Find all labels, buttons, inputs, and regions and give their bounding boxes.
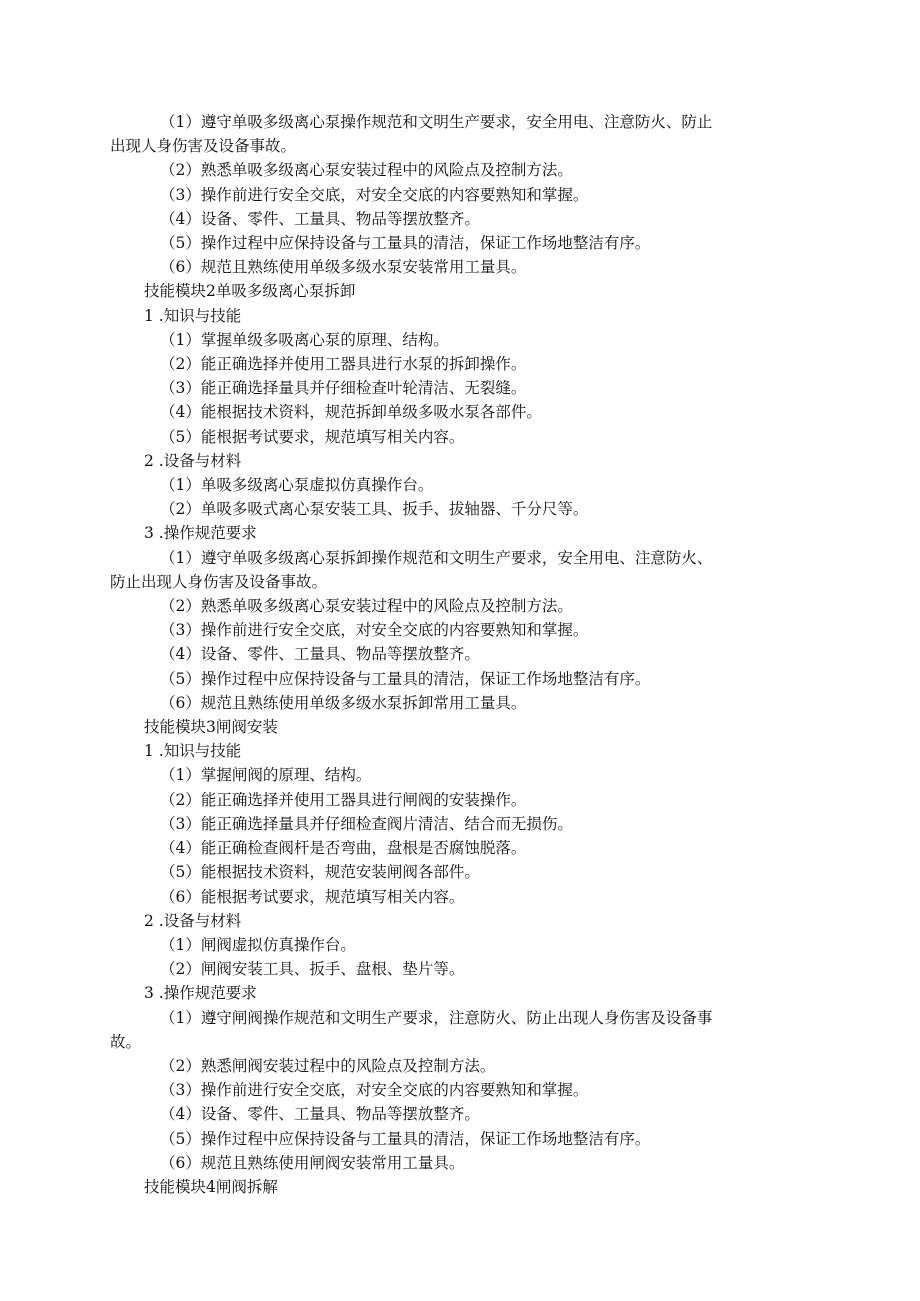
text-line: 3 .操作规范要求 bbox=[144, 524, 257, 543]
document-body bbox=[110, 110, 815, 1199]
text-line: （3）操作前进行安全交底，对安全交底的内容要熟知和掌握。 bbox=[160, 185, 589, 204]
text-line: （2）熟悉闸阀安装过程中的风险点及控制方法。 bbox=[160, 1056, 496, 1075]
text-line: （3）操作前进行安全交底，对安全交底的内容要熟知和掌握。 bbox=[160, 1081, 589, 1100]
text-line: （1）闸阀虚拟仿真操作台。 bbox=[160, 935, 356, 954]
text-line: （2）闸阀安装工具、扳手、盘根、垫片等。 bbox=[160, 960, 465, 979]
text-line: 技能模块2单吸多级离心泵拆卸 bbox=[144, 282, 356, 301]
text-line: （1）遵守闸阀操作规范和文明生产要求，注意防火、防止出现人身伤害及设备事 bbox=[160, 1008, 713, 1027]
text-line: 2 .设备与材料 bbox=[144, 451, 242, 470]
text-line: 出现人身伤害及设备事故。 bbox=[110, 137, 297, 156]
text-line: 2 .设备与材料 bbox=[144, 911, 242, 930]
text-line: （5）能根据考试要求，规范填写相关内容。 bbox=[160, 427, 465, 446]
text-line: （1）掌握闸阀的原理、结构。 bbox=[160, 766, 372, 785]
text-line: 技能模块3闸阀安装 bbox=[144, 718, 278, 737]
text-line: 1 .知识与技能 bbox=[144, 306, 242, 325]
text-line: （4）设备、零件、工量具、物品等摆放整齐。 bbox=[160, 1105, 480, 1124]
text-line: （4）能正确检查阀杆是否弯曲，盘根是否腐蚀脱落。 bbox=[160, 839, 527, 858]
text-line: 技能模块4闸阀拆解 bbox=[144, 1177, 278, 1196]
text-line: 1 .知识与技能 bbox=[144, 742, 242, 761]
text-line: （1）单吸多级离心泵虚拟仿真操作台。 bbox=[160, 476, 434, 495]
text-line: （1）遵守单吸多级离心泵操作规范和文明生产要求，安全用电、注意防火、防止 bbox=[160, 113, 713, 131]
text-line: （2）熟悉单吸多级离心泵安装过程中的风险点及控制方法。 bbox=[160, 161, 573, 180]
text-line: （3）操作前进行安全交底，对安全交底的内容要熟知和掌握。 bbox=[160, 621, 589, 640]
text-line: （2）熟悉单吸多级离心泵安装过程中的风险点及控制方法。 bbox=[160, 597, 573, 616]
text-line: （3）能正确选择量具并仔细检查阀片清洁、结合而无损伤。 bbox=[160, 814, 573, 833]
text-line: （2）单吸多吸式离心泵安装工具、扳手、拔轴器、千分尺等。 bbox=[160, 500, 589, 519]
text-line: （1）遵守单吸多级离心泵拆卸操作规范和文明生产要求，安全用电、注意防火、 bbox=[160, 548, 713, 567]
text-line: （6）规范且熟练使用单级多级水泵拆卸常用工量具。 bbox=[160, 693, 527, 712]
text-line: （1）掌握单级多吸离心泵的原理、结构。 bbox=[160, 330, 449, 349]
text-line: （5）操作过程中应保持设备与工量具的清洁，保证工作场地整洁有序。 bbox=[160, 234, 651, 253]
text-line: （4）能根据技术资料，规范拆卸单级多吸水泵各部件。 bbox=[160, 403, 542, 422]
text-line: 故。 bbox=[110, 1032, 142, 1051]
text-line: （3）能正确选择量具并仔细检查叶轮清洁、无裂缝。 bbox=[160, 379, 527, 398]
text-line: （6）能根据考试要求，规范填写相关内容。 bbox=[160, 887, 465, 906]
text-line: （5）操作过程中应保持设备与工量具的清洁，保证工作场地整洁有序。 bbox=[160, 669, 651, 688]
text-line: （5）能根据技术资料，规范安装闸阀各部件。 bbox=[160, 863, 480, 882]
text-line: （2）能正确选择并使用工器具进行水泵的拆卸操作。 bbox=[160, 355, 527, 374]
text-line: （2）能正确选择并使用工器具进行闸阀的安装操作。 bbox=[160, 790, 527, 809]
text-line: （6）规范且熟练使用单级多级水泵安装常用工量具。 bbox=[160, 258, 527, 277]
text-line: （4）设备、零件、工量具、物品等摆放整齐。 bbox=[160, 645, 480, 664]
text-line: （4）设备、零件、工量具、物品等摆放整齐。 bbox=[160, 209, 480, 228]
text-line: 3 .操作规范要求 bbox=[144, 984, 257, 1003]
text-line: （6）规范且熟练使用闸阀安装常用工量具。 bbox=[160, 1153, 465, 1172]
text-line: （5）操作过程中应保持设备与工量具的清洁，保证工作场地整洁有序。 bbox=[160, 1129, 651, 1148]
text-line: 防止出现人身伤害及设备事故。 bbox=[110, 572, 328, 591]
